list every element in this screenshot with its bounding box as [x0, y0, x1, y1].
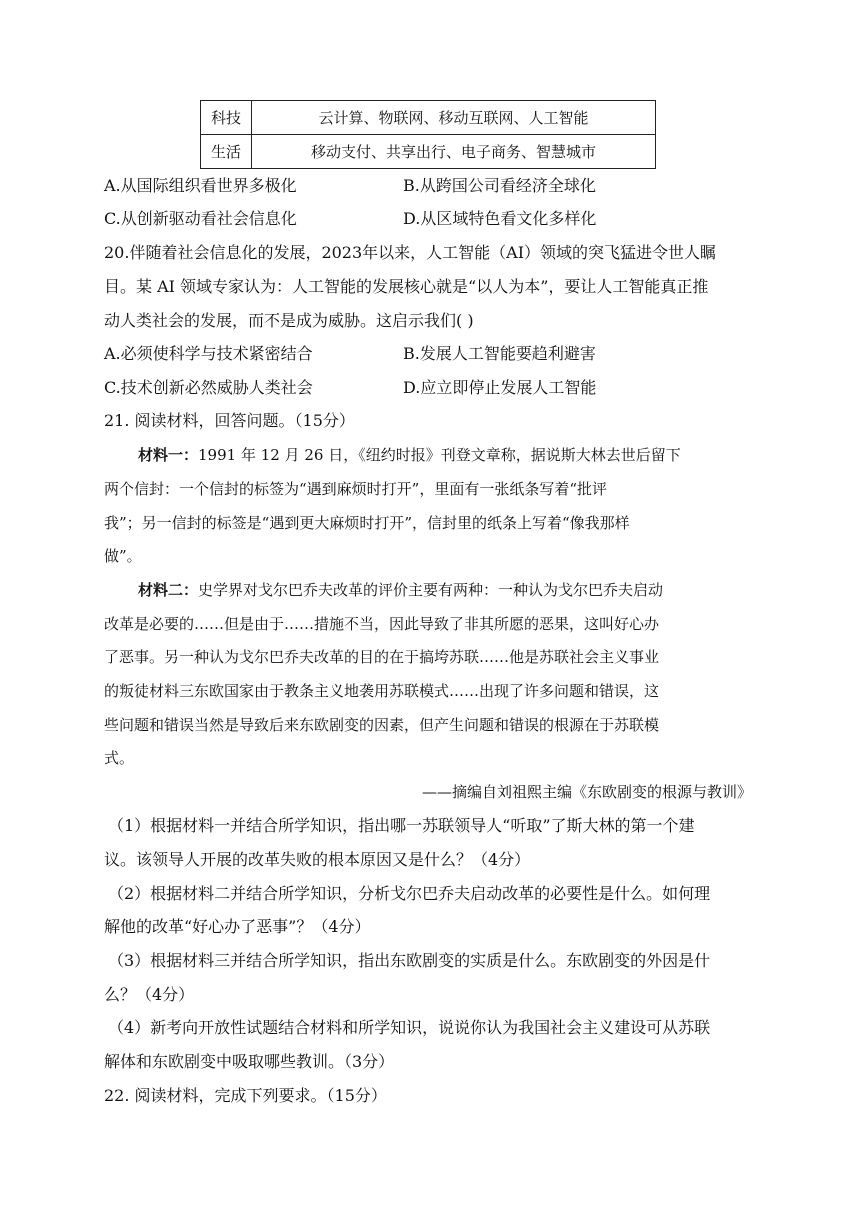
- table-row: [201, 101, 656, 135]
- table-key: 生活: [201, 135, 252, 169]
- material-2-line: 的叛徒材料三东欧国家由于教条主义地袭用苏联模式……出现了许多问题和错误，这: [104, 682, 660, 700]
- material-1-label: 材料一：: [138, 446, 199, 464]
- q20-option-d: D.应立即停止发展人工智能: [403, 378, 597, 397]
- material-1-line: 我”；另一信封的标签是“遇到更大麻烦时打开”，信封里的纸条上写着“像我那样: [104, 514, 630, 532]
- q19-option-a: A.从国际组织看世界多极化: [104, 176, 297, 195]
- q19-option-c: C.从创新驱动看社会信息化: [104, 209, 297, 228]
- table-value: 云计算、物联网、移动互联网、人工智能: [252, 101, 656, 135]
- q20-option-a: A.必须使科学与技术紧密结合: [104, 344, 313, 363]
- info-table: [200, 100, 656, 169]
- q21-title: 21. 阅读材料，回答问题。（15分）: [104, 411, 355, 430]
- q21-sub-question: 议。该领导人开展的改革失败的根本原因又是什么？（4分）: [104, 850, 531, 869]
- table-key: 科技: [201, 101, 252, 135]
- material-1-text: 1991 年 12 月 26 日，《纽约时报》刊登文章称，据说斯大林去世后留下: [198, 446, 681, 464]
- material-1-line: 做”。: [104, 547, 142, 565]
- material-2-line: 些问题和错误当然是导致后来东欧剧变的因素，但产生问题和错误的根源在于苏联模: [104, 716, 660, 734]
- q21-sub-question: 解他的改革“好心办了恶事”？（4分）: [104, 917, 371, 936]
- q22-title: 22. 阅读材料，完成下列要求。（15分）: [104, 1086, 387, 1105]
- material-2-line: 改革是必要的……但是由于……措施不当，因此导致了非其所愿的恶果，这叫好心办: [104, 615, 660, 633]
- q20-stem-line: 动人类社会的发展，而不是成为威胁。这启示我们( ): [104, 311, 474, 330]
- q21-sub-question: （4）新考向开放性试题结合材料和所学知识，说说你认为我国社会主义建设可从苏联: [108, 1018, 711, 1037]
- q21-sub-question: 解体和东欧剧变中吸取哪些教训。（3分）: [104, 1052, 395, 1071]
- q20-stem-line: 目。某 AI 领域专家认为：人工智能的发展核心就是“以人为本”，要让人工智能真正推: [104, 277, 709, 296]
- q19-option-d: D.从区域特色看文化多样化: [403, 209, 597, 228]
- q21-sub-question: （1）根据材料一并结合所学知识，指出哪一苏联领导人“听取”了斯大林的第一个建: [108, 816, 695, 835]
- material-1-line: 两个信封：一个信封的标签为“遇到麻烦时打开”，里面有一张纸条写着“批评: [104, 480, 608, 498]
- q20-stem-line: 20.伴随着社会信息化的发展，2023年以来，人工智能（AI）领域的突飞猛进令世人瞩: [104, 243, 717, 262]
- table-row: [201, 135, 656, 169]
- material-2-first-line: [138, 580, 663, 600]
- q21-sub-question: 么？（4分）: [104, 985, 195, 1004]
- q21-sub-question: （3）根据材料三并结合所学知识，指出东欧剧变的实质是什么。东欧剧变的外因是什: [108, 951, 711, 970]
- material-source: ——摘编自刘祖熙主编《东欧剧变的根源与教训》: [421, 783, 752, 801]
- q19-option-b: B.从跨国公司看经济全球化: [403, 176, 596, 195]
- material-2-line: 式。: [104, 749, 135, 767]
- q21-sub-question: （2）根据材料二并结合所学知识，分析戈尔巴乔夫启动改革的必要性是什么。如何理: [108, 884, 711, 903]
- material-2-line: 了恶事。另一种认为戈尔巴乔夫改革的目的在于搞垮苏联……他是苏联社会主义事业: [104, 648, 660, 666]
- q20-option-b: B.发展人工智能要趋利避害: [403, 344, 596, 363]
- material-2-text: 史学界对戈尔巴乔夫改革的评价主要有两种：一种认为戈尔巴乔夫启动: [198, 581, 664, 599]
- table-value: 移动支付、共享出行、电子商务、智慧城市: [252, 135, 656, 169]
- material-1-first-line: [138, 445, 681, 465]
- q20-option-c: C.技术创新必然威胁人类社会: [104, 378, 313, 397]
- material-2-label: 材料二：: [138, 581, 199, 599]
